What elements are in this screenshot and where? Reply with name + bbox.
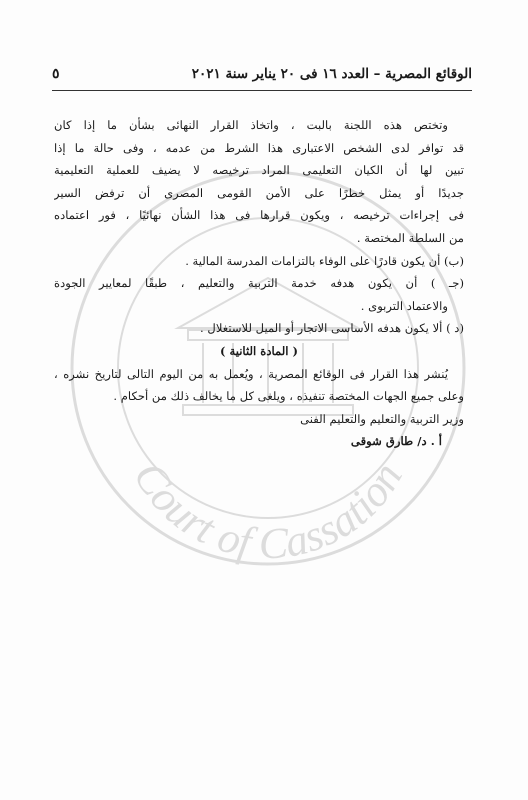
signatory-name: أ . د/ طارق شوقى — [350, 434, 442, 449]
decree-body — [54, 114, 464, 453]
page-header — [52, 62, 472, 88]
condition-item-c: (جـ ) أن يكون هدفه خدمة التربية والتعليم ، طبقًا لمعايير الجودة — [54, 276, 464, 291]
condition-item-c-continued: والاعتماد التربوى . — [360, 298, 448, 313]
paragraph-line: قد توافر لدى الشخص الاعتبارى هذا الشرط من عدمه ، وفى حالة ما إذا — [54, 140, 464, 155]
article-line: وعلى جميع الجهات المختصة تنفيذه ، ويلغى كل ما يخالف ذلك من أحكام . — [113, 389, 464, 404]
paragraph-line: تبين لها أن الكيان التعليمى المراد ترخيصه لا يضيف للعملية التعليمية — [54, 163, 464, 178]
header-divider — [52, 90, 472, 91]
paragraph-line: جديدًا أو يمثل خطرًا على الأمن القومى المصرى أن ترفض السير — [54, 185, 464, 200]
article-line: يُنشر هذا القرار فى الوقائع المصرية ، ويُعمل به من اليوم التالى لتاريخ نشره ، — [54, 366, 448, 381]
condition-item-b: (ب) أن يكون قادرًا على الوفاء بالتزامات المدرسة المالية . — [185, 253, 464, 268]
gazette-issue-title: الوقائع المصرية – العدد ١٦ فى ٢٠ يناير سنة ٢٠٢١ — [191, 66, 472, 82]
watermark-text: Court of Cassation — [124, 453, 412, 569]
paragraph-line: من السلطة المختصة . — [356, 230, 464, 245]
page-number: ٥ — [52, 66, 60, 82]
paragraph-line: فى إجراءات ترخيصه ، ويكون قرارها فى هذا الشأن نهائيًا ، فور اعتماده — [54, 208, 464, 223]
article-heading: ( المادة الثانية ) — [219, 343, 299, 358]
signatory-title: وزير التربية والتعليم والتعليم الفنى — [300, 411, 464, 426]
condition-item-d: (د ) ألا يكون هدفه الأساسى الاتجار أو الميل للاستغلال . — [200, 321, 464, 336]
paragraph-line: وتختص هذه اللجنة بالبت ، واتخاذ القرار النهائى بشأن ما إذا كان — [54, 118, 448, 132]
